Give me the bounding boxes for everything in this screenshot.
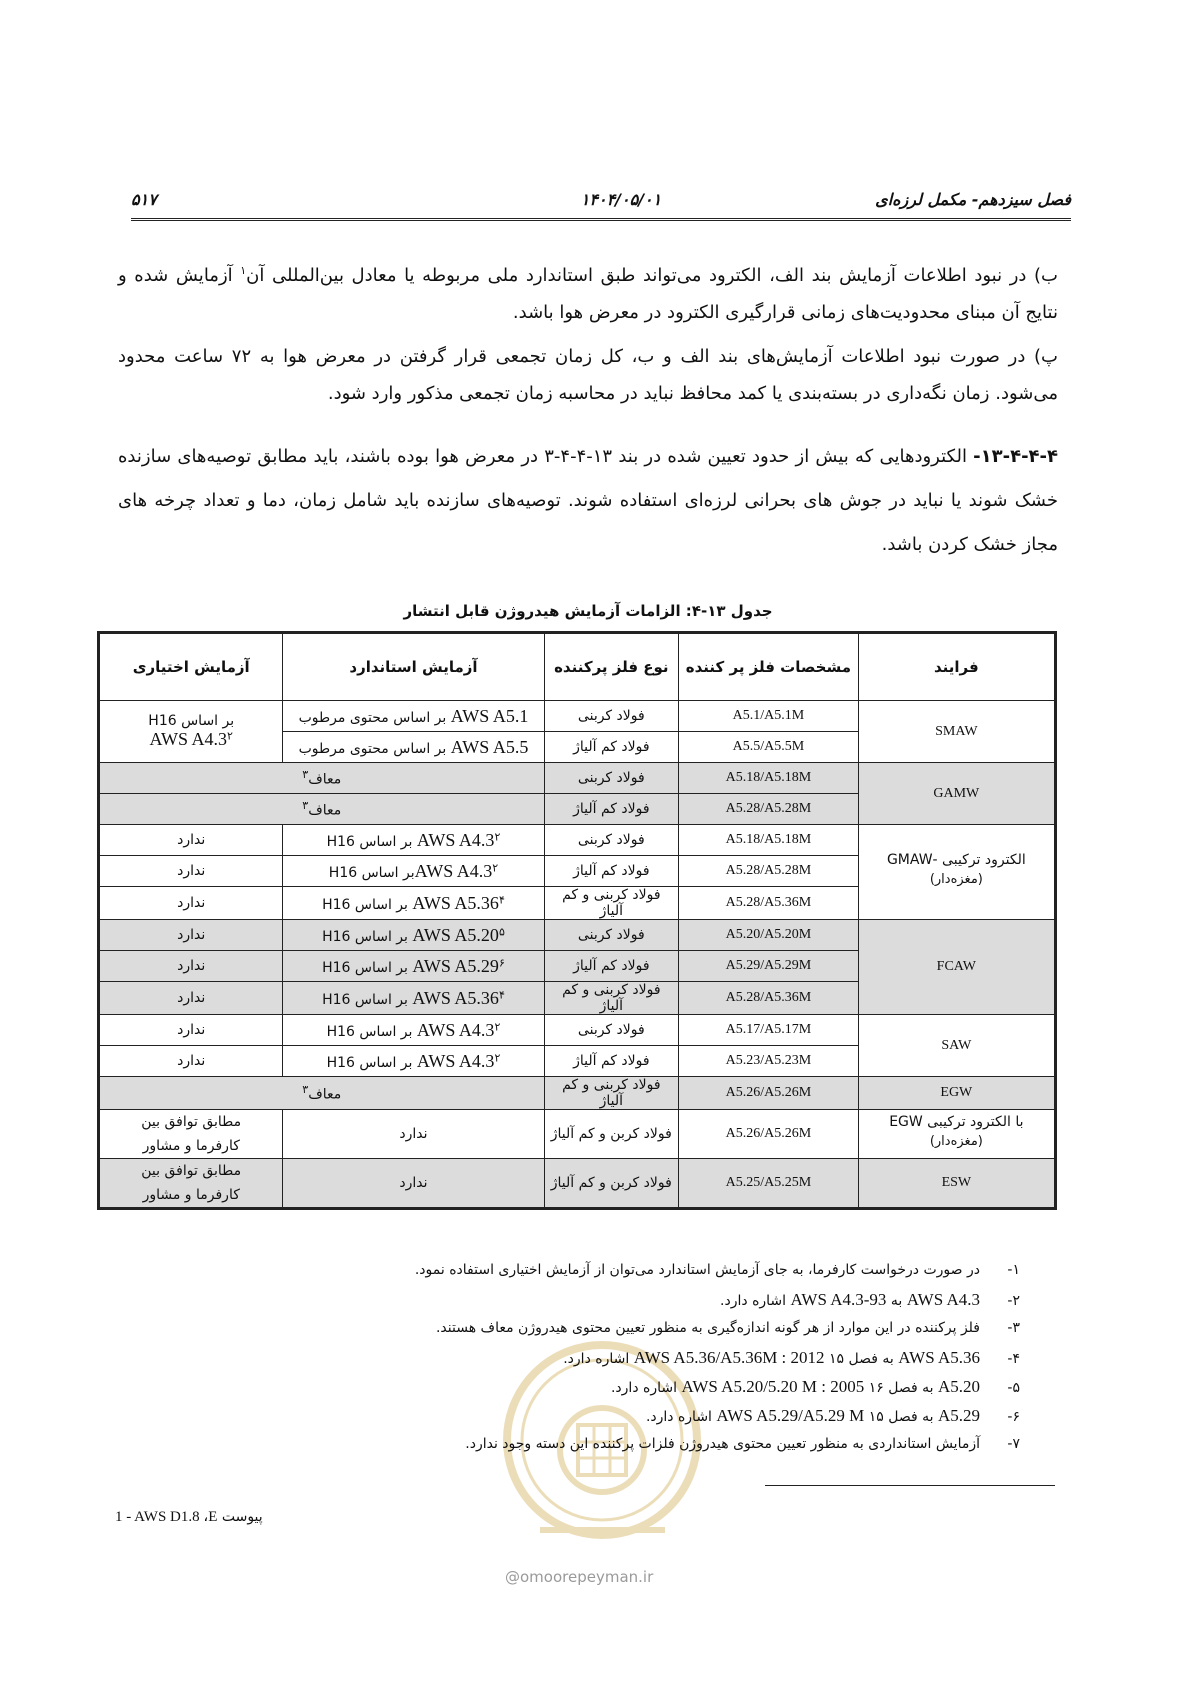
filler-cell: فولاد کم آلیاژ xyxy=(544,794,679,825)
standard-text: معاف xyxy=(308,802,342,819)
optional-text: مطابق توافق بین xyxy=(141,1163,242,1179)
table-row xyxy=(99,920,1056,951)
filler-cell: فولاد کم آلیاژ xyxy=(544,732,679,763)
spec-cell: A5.18/A5.18M xyxy=(679,763,859,794)
note-ref: ۳ xyxy=(302,768,309,782)
filler-cell: فولاد کربنی xyxy=(544,825,679,856)
filler-cell: فولاد کربنی xyxy=(544,1015,679,1046)
filler-cell: فولاد کربنی و کم آلیاژ xyxy=(544,887,679,920)
standard-cell xyxy=(283,951,544,982)
spec-cell: A5.26/A5.26M xyxy=(679,1110,859,1159)
note-number: ۷- xyxy=(1007,1436,1020,1452)
standard-text: بر اساس H16 xyxy=(322,928,413,945)
page-number: ۵۱۷ xyxy=(131,190,157,209)
note-number: ۶- xyxy=(1007,1409,1020,1425)
spec-cell: A5.5/A5.5M xyxy=(679,732,859,763)
optional-text: کارفرما و مشاور xyxy=(142,1138,240,1154)
header-spec: مشخصات فلز پر کننده xyxy=(679,633,859,701)
process-cell: ESW xyxy=(858,1159,1055,1209)
standard-cell xyxy=(283,982,544,1015)
standard-cell: ندارد xyxy=(283,1110,544,1159)
standard-cell xyxy=(283,732,544,763)
spec-cell: A5.29/A5.29M xyxy=(679,951,859,982)
spec-cell: A5.28/A5.28M xyxy=(679,856,859,887)
standard-cell xyxy=(283,1046,544,1077)
footnote-code: 1 - AWS D1.8 ،E xyxy=(115,1509,218,1525)
note-number: ۵- xyxy=(1007,1380,1020,1396)
footnote xyxy=(115,1507,263,1526)
filler-cell: فولاد کم آلیاژ xyxy=(544,951,679,982)
note-ref: ۶ xyxy=(498,955,505,969)
standard-text: بر اساس H16 xyxy=(326,833,417,850)
section-text: الکترودهایی که بیش از حدود تعیین شده در بند ۱۳-۴-۴-۳ در معرض هوا بوده باشند، باید مطابق توصیه‌های سازنده خشک شوند یا نباید در جوش های بحرانی لرزه‌ای استفاده شوند. توصیه‌های سازنده باید شامل زمان، دما و تعداد چرخه های مجاز خشک کردن باشد. xyxy=(118,446,1058,555)
process-cell: FCAW xyxy=(858,920,1055,1015)
optional-cell: ندارد xyxy=(99,825,283,856)
note-text: به xyxy=(886,1293,907,1309)
process-cell: EGW xyxy=(858,1077,1055,1110)
optional-code: AWS A4.3 xyxy=(149,729,228,749)
hydrogen-test-table xyxy=(97,631,1057,1210)
filler-cell: فولاد کربنی xyxy=(544,920,679,951)
standard-code: AWS A4.3 xyxy=(416,1019,495,1040)
note-ref: ۳ xyxy=(302,1083,309,1097)
table-row xyxy=(99,1110,1056,1159)
filler-cell: فولاد کربن و کم آلیاژ xyxy=(544,1110,679,1159)
process-text: الکترود ترکیبی -GMAW xyxy=(886,852,1026,868)
header-rule xyxy=(131,218,1071,221)
table-row xyxy=(99,701,1056,732)
section-13-4-4-4 xyxy=(118,435,1058,567)
filler-cell: فولاد کربنی xyxy=(544,701,679,732)
optional-text: بر اساس H16 xyxy=(148,713,235,729)
standard-cell xyxy=(283,920,544,951)
standard-cell xyxy=(283,887,544,920)
process-cell xyxy=(858,1110,1055,1159)
standard-text: بر اساس H16 xyxy=(322,991,413,1008)
note-text: اشاره دارد. xyxy=(610,1380,682,1396)
spec-cell: A5.28/A5.28M xyxy=(679,794,859,825)
standard-code: AWS A5.36 xyxy=(412,892,499,913)
note-text: اشاره دارد. xyxy=(720,1293,791,1309)
header-optional: آزمایش اختیاری xyxy=(99,633,283,701)
standard-text: معاف xyxy=(308,771,342,788)
spec-cell: A5.18/A5.18M xyxy=(679,825,859,856)
chapter-title: فصل سیزدهم- مکمل لرزه‌ای xyxy=(875,190,1071,209)
standard-text: بر اساس H16 xyxy=(326,1023,417,1040)
process-subtext: (مغزه‌دار) xyxy=(929,872,983,887)
footnote-text: پیوست xyxy=(217,1509,263,1525)
standard-code: AWS A5.29 xyxy=(412,955,499,976)
note-ref: ۲ xyxy=(494,829,501,843)
standard-code: AWS A5.36 xyxy=(412,987,499,1008)
note-code: A5.20 xyxy=(937,1377,980,1396)
note-item xyxy=(330,1401,1020,1430)
spec-cell: A5.28/A5.36M xyxy=(679,982,859,1015)
optional-cell: ندارد xyxy=(99,887,283,920)
optional-cell: ندارد xyxy=(99,982,283,1015)
optional-cell xyxy=(99,701,283,763)
standard-cell xyxy=(99,1077,545,1110)
optional-cell: ندارد xyxy=(99,1015,283,1046)
note-number: ۳- xyxy=(1007,1320,1020,1336)
standard-text: بر اساس H16 xyxy=(322,896,413,913)
optional-cell xyxy=(99,1110,283,1159)
table-row xyxy=(99,825,1056,856)
filler-cell: فولاد کم آلیاژ xyxy=(544,856,679,887)
note-number: ۴- xyxy=(1007,1351,1020,1367)
process-cell: SAW xyxy=(858,1015,1055,1077)
paragraph-b-text-1: ب) در نبود اطلاعات آزمایش بند الف، الکترود می‌تواند طبق استاندارد ملی مربوطه یا معادل بین‌المللی آن xyxy=(246,265,1058,286)
standard-code: AWS A4.3 xyxy=(416,1050,495,1071)
note-ref: ۲ xyxy=(227,729,233,743)
filler-cell: فولاد کربنی و کم آلیاژ xyxy=(544,982,679,1015)
standard-cell: ندارد xyxy=(283,1159,544,1209)
note-ref: ۲ xyxy=(494,1050,501,1064)
standard-text: بر اساس محتوی مرطوب xyxy=(298,740,451,757)
note-text: به فصل ۱۵ xyxy=(824,1351,899,1367)
note-ref: ۴ xyxy=(498,892,505,906)
section-number: ۱۳-۴-۴-۴- xyxy=(973,446,1058,467)
paragraph-b-text-2: آزمایش شده و نتایج آن مبنای محدودیت‌های زمانی قرارگیری الکترود در معرض هوا باشد. xyxy=(118,265,1058,323)
header-filler: نوع فلز پرکننده xyxy=(544,633,679,701)
note-item xyxy=(330,1314,1020,1343)
table-caption: جدول ۱۳-۴: الزامات آزمایش هیدروژن قابل انتشار xyxy=(403,602,773,620)
note-number: ۲- xyxy=(1007,1293,1020,1309)
note-code: AWS A4.3-93 xyxy=(790,1290,887,1309)
filler-cell: فولاد کربنی و کم آلیاژ xyxy=(544,1077,679,1110)
standard-cell xyxy=(283,701,544,732)
note-ref: ۵ xyxy=(498,924,505,938)
optional-cell: ندارد xyxy=(99,920,283,951)
note-code: AWS A5.20/5.20 M : 2005 xyxy=(681,1377,865,1396)
process-cell: GAMW xyxy=(858,763,1055,825)
table-row xyxy=(99,763,1056,794)
optional-cell: ندارد xyxy=(99,951,283,982)
note-code: A5.29 xyxy=(937,1406,980,1425)
standard-text: بر اساس محتوی مرطوب xyxy=(298,709,451,726)
note-ref: ۲ xyxy=(492,860,499,874)
standard-cell xyxy=(283,1015,544,1046)
note-ref: ۴ xyxy=(498,987,505,1001)
standard-cell xyxy=(283,856,544,887)
note-item xyxy=(330,1285,1020,1314)
table-row xyxy=(99,1015,1056,1046)
paragraph-b xyxy=(118,252,1058,331)
optional-text: کارفرما و مشاور xyxy=(142,1187,240,1203)
standard-code: AWS A5.5 xyxy=(450,736,529,757)
note-number: ۱- xyxy=(1007,1262,1020,1278)
note-text: فلز پرکننده در این موارد از هر گونه اندازه‌گیری به منظور تعیین محتوی هیدروژن معاف هستند. xyxy=(435,1320,980,1336)
note-item xyxy=(330,1372,1020,1401)
paragraph-p: پ) در صورت نبود اطلاعات آزمایش‌های بند الف و ب، کل زمان تجمعی قرار گرفتن در معرض هوا به ۷۲ ساعت محدود می‌شود. زمان نگه‌داری در بسته‌بندی یا کمد محافظ نباید در محاسبه زمان تجمعی مذکور وارد شود. xyxy=(118,346,1058,404)
note-code: AWS A5.29/A5.29 M xyxy=(716,1406,865,1425)
optional-cell xyxy=(99,1159,283,1209)
note-ref: ۲ xyxy=(494,1019,501,1033)
standard-cell xyxy=(283,825,544,856)
table-header-row xyxy=(99,633,1056,701)
standard-text: بر اساس H16 xyxy=(326,1054,417,1071)
spec-cell: A5.17/A5.17M xyxy=(679,1015,859,1046)
process-subtext: (مغزه‌دار) xyxy=(929,1134,983,1149)
page-header xyxy=(131,190,1071,216)
spec-cell: A5.20/A5.20M xyxy=(679,920,859,951)
table-row xyxy=(99,1159,1056,1209)
spec-cell: A5.23/A5.23M xyxy=(679,1046,859,1077)
filler-cell: فولاد کربن و کم آلیاژ xyxy=(544,1159,679,1209)
process-cell: SMAW xyxy=(858,701,1055,763)
watermark-text: @omoorepeyman.ir xyxy=(505,1568,654,1586)
note-ref: ۳ xyxy=(302,799,309,813)
table-notes xyxy=(330,1256,1020,1459)
note-code: AWS A5.36/A5.36M : 2012 xyxy=(633,1348,825,1367)
note-text: به فصل ۱۵ xyxy=(864,1409,938,1425)
header-standard: آزمایش استاندارد xyxy=(283,633,544,701)
standard-text: بر اساس H16 xyxy=(322,959,413,976)
spec-cell: A5.28/A5.36M xyxy=(679,887,859,920)
note-item xyxy=(330,1343,1020,1372)
footnote-rule xyxy=(765,1485,1055,1486)
optional-cell: ندارد xyxy=(99,1046,283,1077)
process-cell xyxy=(858,825,1055,920)
note-item xyxy=(330,1256,1020,1285)
filler-cell: فولاد کربنی xyxy=(544,763,679,794)
note-code: AWS A4.3 xyxy=(906,1290,980,1309)
standard-cell xyxy=(99,763,545,794)
optional-cell: ندارد xyxy=(99,856,283,887)
table-row xyxy=(99,1077,1056,1110)
standard-code: AWS A5.1 xyxy=(450,705,529,726)
note-text: اشاره دارد. xyxy=(563,1351,634,1367)
standard-code: AWS A5.20 xyxy=(412,924,499,945)
process-text: با الکترود ترکیبی EGW xyxy=(889,1114,1024,1130)
note-text: آزمایش استانداردی به منظور تعیین محتوی هیدروژن فلزات پرکننده این دسته وجود ندارد. xyxy=(465,1436,980,1452)
spec-cell: A5.25/A5.25M xyxy=(679,1159,859,1209)
standard-text: معاف xyxy=(308,1086,342,1103)
header-date: ۱۴۰۴/۰۵/۰۱ xyxy=(580,190,662,209)
note-code: AWS A5.36 xyxy=(898,1348,980,1367)
optional-text: مطابق توافق بین xyxy=(141,1114,242,1130)
note-text: به فصل ۱۶ xyxy=(864,1380,938,1396)
spec-cell: A5.1/A5.1M xyxy=(679,701,859,732)
footnote-ref-1: ۱ xyxy=(240,264,247,277)
note-item xyxy=(330,1430,1020,1459)
note-text: در صورت درخواست کارفرما، به جای آزمایش استاندارد می‌توان از آزمایش اختیاری استفاده نمود. xyxy=(414,1262,980,1278)
standard-code: AWS A4.3 xyxy=(416,829,495,850)
filler-cell: فولاد کم آلیاژ xyxy=(544,1046,679,1077)
note-text: اشاره دارد. xyxy=(645,1409,717,1425)
standard-code: AWS A4.3 xyxy=(414,860,493,881)
standard-cell xyxy=(99,794,545,825)
header-process: فرایند xyxy=(858,633,1055,701)
standard-text: بر اساس H16 xyxy=(328,864,415,881)
spec-cell: A5.26/A5.26M xyxy=(679,1077,859,1110)
